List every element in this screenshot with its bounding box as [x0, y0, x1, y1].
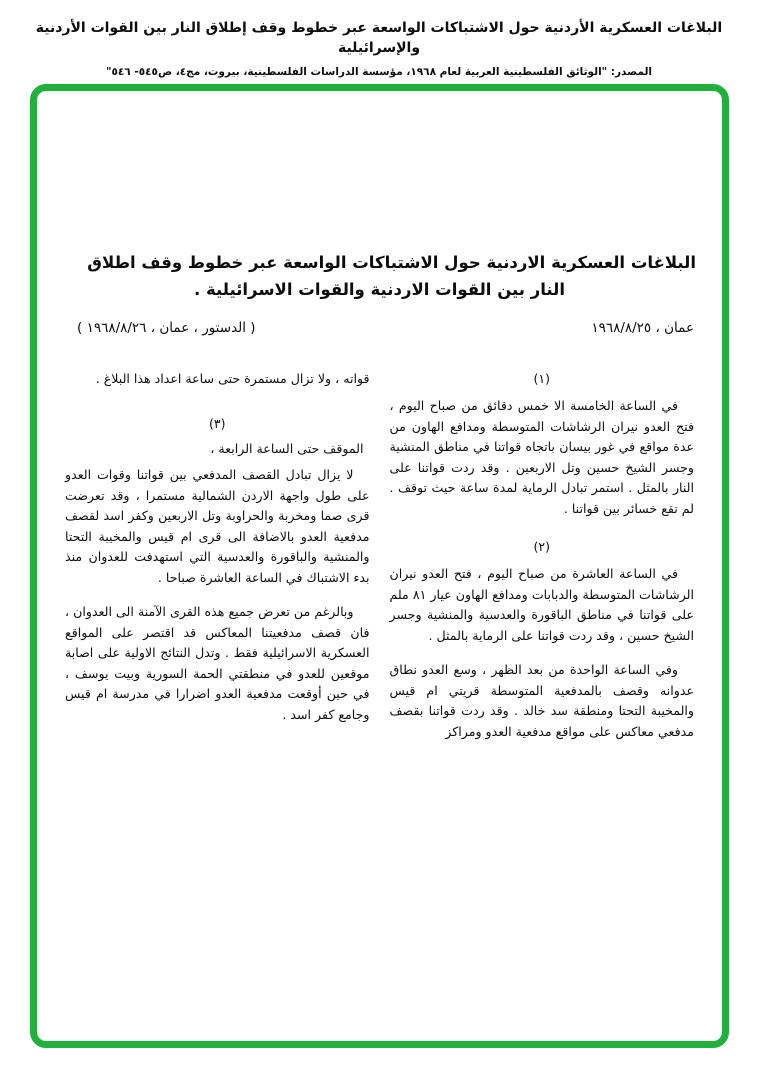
document-columns [65, 369, 694, 742]
document-dateline [77, 320, 694, 336]
dateline-source-reference: ( الدستور ، عمان ، ١٩٦٨/٨/٢٦ ) [77, 320, 256, 336]
section-2-paragraph-2: وفي الساعة الواحدة من بعد الظهر ، وسع العدو نطاق عدوانه وقصف بالمدفعية المتوسطة قريتي ام قيس والمخيبة التحتا ومنطقة سد خالد . وقد ردت قواتنا بقصف مدفعي معاكس على مواقع مدفعية العدو ومراكز [389, 662, 694, 739]
document-title-line-2: النار بين القوات الاردنية والقوات الاسرائيلية . [193, 280, 565, 299]
page-header [20, 18, 738, 78]
section-3-marker: (٣) [209, 415, 226, 431]
section-1-marker: (١) [533, 371, 550, 386]
column-left-second [65, 369, 370, 725]
page-header-title: البلاغات العسكرية الأردنية حول الاشتباكات الواسعة عبر خطوط وقف إطلاق النار بين القوات الأردنية والإسرائيلية [35, 20, 723, 56]
column-right-first [390, 369, 695, 742]
section-3-paragraph-2: وبالرغم من تعرض جميع هذه القرى الآمنة الى العدوان ، فان قصف مدفعيتنا المعاكس قد اقتصر على المواقع العسكرية الاسرائيلية فقط . وتدل النتائج الاولية على اصابة موقعين للعدو في منطقتي الحمة السورية وبيت يوسف ، في حين أوقعت مدفعية العدو اضرارا في مدرسة ام قيس وجامع كفر اسد . [65, 604, 370, 722]
dateline-place-date: عمان ، ١٩٦٨/٨/٢٥ [591, 320, 694, 336]
document-title [63, 249, 696, 303]
document-green-frame [30, 84, 729, 1048]
document-title-line-1: البلاغات العسكرية الاردنية حول الاشتباكات الواسعة عبر خطوط وقف اطلاق [87, 253, 696, 272]
scanned-document-page [37, 91, 722, 1041]
page-header-source-citation: المصدر: "الوثائق الفلسطينية العربية لعام ١٩٦٨، مؤسسة الدراسات الفلسطينية، بيروت، مج٤، ص٥٤٥- ٥٤٦" [105, 66, 653, 78]
section-3-paragraph-1: لا يزال تبادل القصف المدفعي بين قواتنا وقوات العدو على طول واجهة الاردن الشمالية مستمرا ، وقد تعرضت قرى صما ومخربة والحراوبة وتل الاربعين وكفر اسد لقصف مدفعية العدو بالاضافة الى قرى ام قيس والمخيبة التحتا والمنشية والباقورة والعدسية التي استهدفت للعدوان منذ بدء الاشتباك في الساعة العاشرة صباحا . [65, 467, 370, 585]
section-2-paragraph-2-continued: قواته ، ولا تزال مستمرة حتى ساعة اعداد هذا البلاغ . [95, 371, 370, 386]
section-2-paragraph-1: في الساعة العاشرة من صباح اليوم ، فتح العدو نيران الرشاشات المتوسطة والدبابات ومدافع الهاون عيار ٨١ ملم على قواتنا في مناطق الباقورة والعدسية والمنشية وجسر الشيخ حسين ، وقد ردت قواتنا على الرماية بالمثل . [389, 566, 694, 643]
section-2-marker: (٢) [533, 539, 550, 554]
section-3-heading: الموقف حتى الساعة الرابعة ، [210, 440, 364, 456]
section-1-paragraph: في الساعة الخامسة الا خمس دقائق من صباح اليوم ، فتح العدو نيران الرشاشات المتوسطة ومدافع الهاون من عدة مواقع في غور بيسان باتجاه قواتنا في مناطق المنشية وجسر الشيخ حسين وتل الاربعين . وقد ردت قواتنا على النار بالمثل . استمر تبادل الرماية لمدة ساعة حيث توقف . لم تقع خسائر بين قواتنا . [389, 398, 694, 516]
